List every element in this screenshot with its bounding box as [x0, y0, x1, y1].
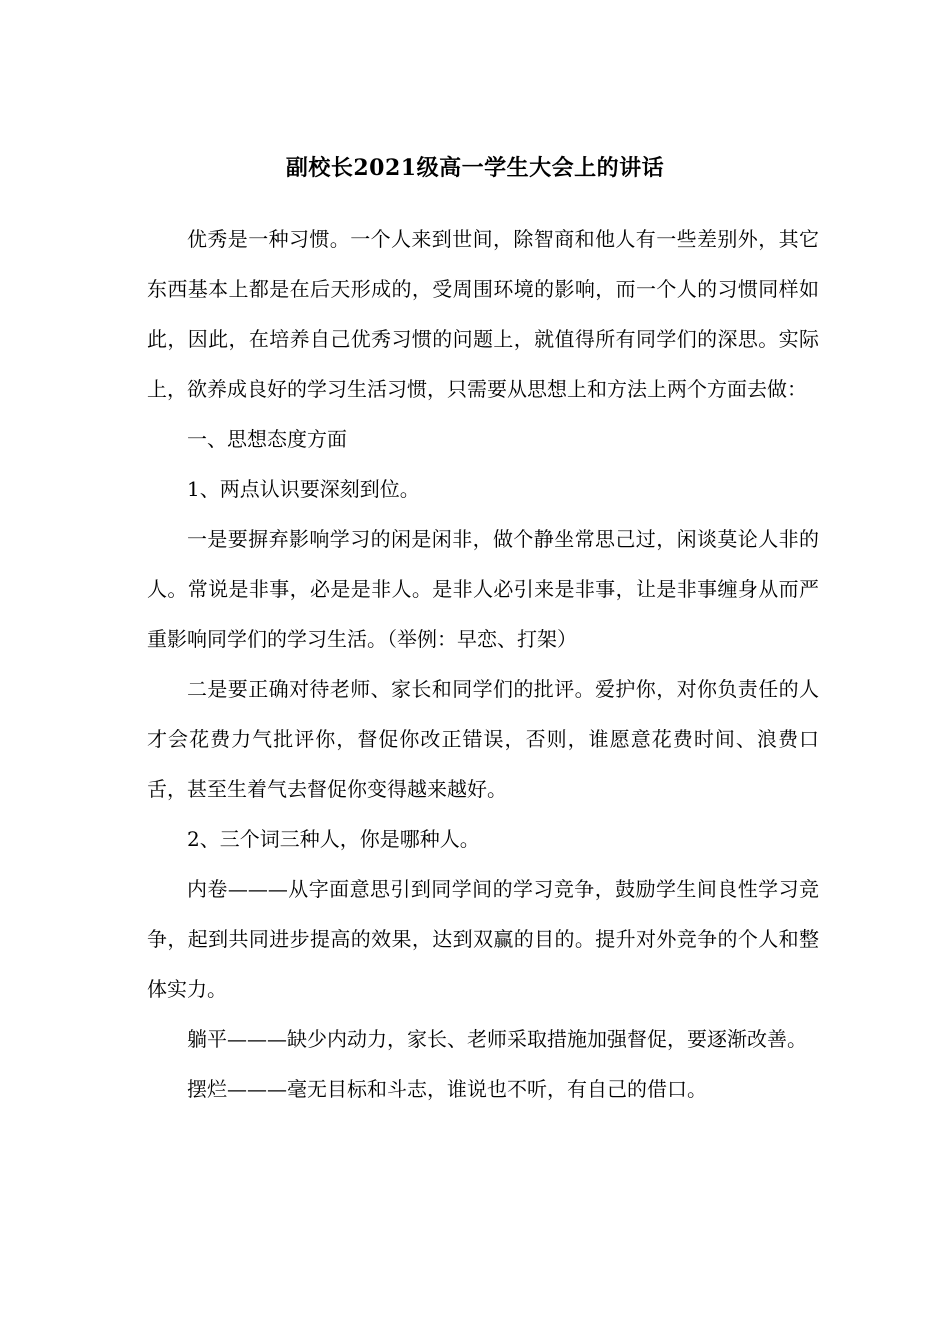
paragraph-point-two: 二是要正确对待老师、家长和同学们的批评。爱护你，对你负责任的人才会花费力气批评你，督促你改正错误，否则，谁愿意花费时间、浪费口舌，甚至生着气去督促你变得越来越好。 — [147, 677, 819, 801]
paragraph-intro: 优秀是一种习惯。一个人来到世间，除智商和他人有一些差别外，其它东西基本上都是在后天形成的，受周围环境的影响，而一个人的习惯同样如此，因此，在培养自己优秀习惯的问题上，就值得所有同学们的深思。实际上，欲养成良好的学习生活习惯，只需要从思想上和方法上两个方面去做： — [147, 227, 819, 401]
subheading-two-points: 1、两点认识要深刻到位。 — [187, 477, 420, 501]
document-title: 副校长2021级高一学生大会上的讲话 — [285, 155, 665, 181]
section-heading-mindset: 一、思想态度方面 — [187, 427, 347, 451]
paragraph-point-one: 一是要摒弃影响学习的闲是闲非，做个静坐常思己过，闲谈莫论人非的人。常说是非事，必是是非人。是非人必引来是非事，让是非事缠身从而严重影响同学们的学习生活。（举例：早恋、打架） — [147, 527, 819, 651]
subheading-three-words: 2、三个词三种人，你是哪种人。 — [187, 827, 480, 851]
paragraph-bailan: 摆烂———毫无目标和斗志，谁说也不听，有自己的借口。 — [187, 1077, 707, 1101]
document-body — [147, 214, 819, 1114]
paragraph-tangping: 躺平———缺少内动力，家长、老师采取措施加强督促，要逐渐改善。 — [187, 1027, 807, 1051]
paragraph-neijuan: 内卷———从字面意思引到同学间的学习竞争，鼓励学生间良性学习竞争，起到共同进步提高的效果，达到双赢的目的。提升对外竞争的个人和整体实力。 — [147, 877, 819, 1001]
